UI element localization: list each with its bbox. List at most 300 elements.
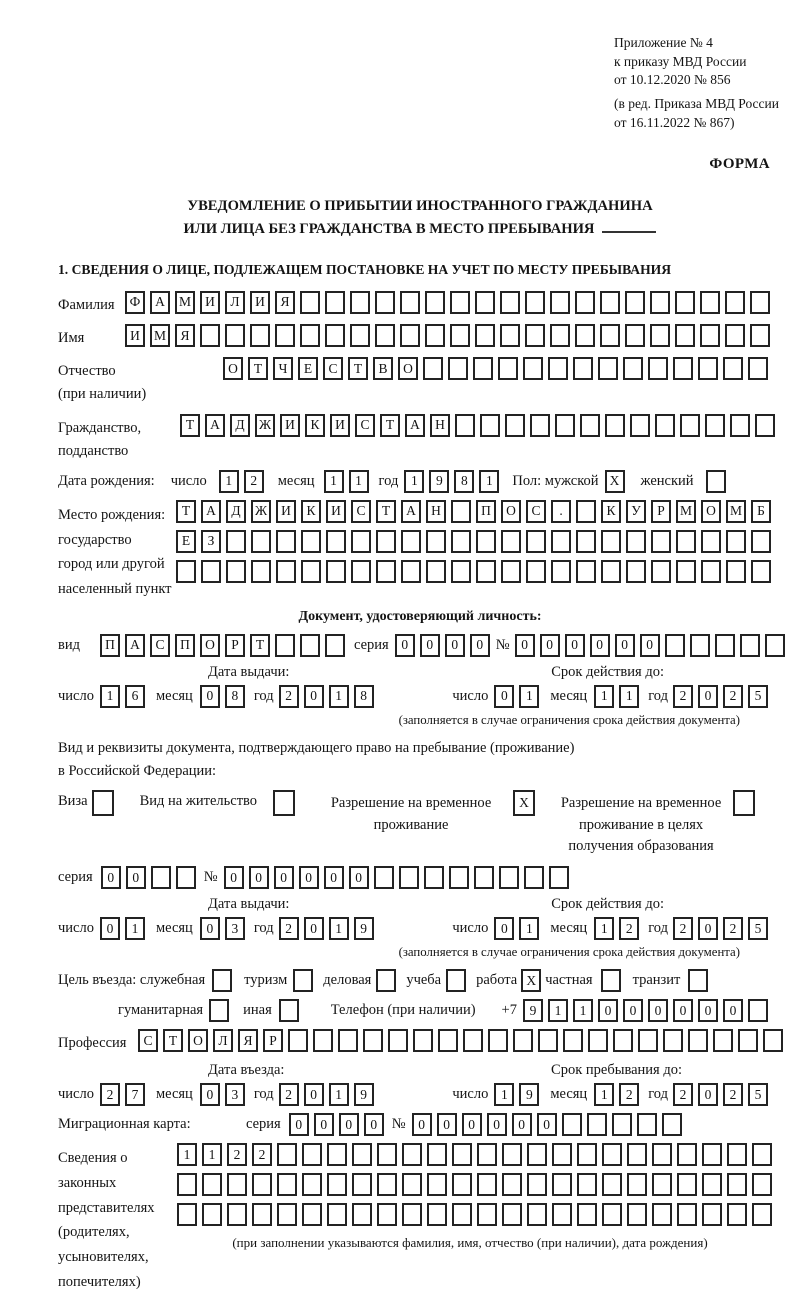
entry-day-cell[interactable]: 2: [100, 1083, 120, 1106]
guardians-cell[interactable]: 2: [227, 1143, 247, 1166]
doc-type-cell[interactable]: П: [175, 634, 195, 657]
guardians-cell[interactable]: [602, 1203, 622, 1226]
stay-year-cell[interactable]: 2: [673, 1083, 693, 1106]
phone-digit-cell[interactable]: 1: [573, 999, 593, 1022]
mig-number-cell[interactable]: 0: [462, 1113, 482, 1136]
lastname-cell[interactable]: [425, 291, 445, 314]
guardians-cell[interactable]: [227, 1173, 247, 1196]
guardians-cell[interactable]: [477, 1203, 497, 1226]
rvp-series-cell[interactable]: 0: [101, 866, 121, 889]
lastname-cell[interactable]: И: [250, 291, 270, 314]
doc-number-cell[interactable]: 0: [540, 634, 560, 657]
birthplace-cell[interactable]: [526, 560, 546, 583]
visa-checkbox[interactable]: [92, 790, 114, 816]
guardians-cell[interactable]: [752, 1203, 772, 1226]
guardians-cell[interactable]: 1: [202, 1143, 222, 1166]
citizenship-cell[interactable]: Ж: [255, 414, 275, 437]
guardians-cell[interactable]: [427, 1203, 447, 1226]
birthplace-cell[interactable]: [351, 560, 371, 583]
rvp-checkbox[interactable]: X: [513, 790, 535, 816]
guardians-cell[interactable]: [677, 1203, 697, 1226]
female-checkbox[interactable]: [706, 470, 726, 493]
entry-year-cell[interactable]: 1: [329, 1083, 349, 1106]
firstname-cell[interactable]: [225, 324, 245, 347]
birthplace-cell[interactable]: О: [501, 500, 521, 523]
guardians-cell[interactable]: [177, 1203, 197, 1226]
stay-day-cell[interactable]: 9: [519, 1083, 539, 1106]
profession-cell[interactable]: [288, 1029, 308, 1052]
rvp-issue-month-cell[interactable]: 3: [225, 917, 245, 940]
profession-cell[interactable]: [513, 1029, 533, 1052]
middlename-cell[interactable]: О: [398, 357, 418, 380]
doc-number-cell[interactable]: [715, 634, 735, 657]
guardians-cell[interactable]: [627, 1143, 647, 1166]
birthplace-cell[interactable]: [701, 530, 721, 553]
birthplace-cell[interactable]: [576, 530, 596, 553]
rvp-valid-day-cell[interactable]: 0: [494, 917, 514, 940]
birthplace-cell[interactable]: М: [726, 500, 746, 523]
rvp-number-cell[interactable]: 0: [349, 866, 369, 889]
rvp-number-cell[interactable]: [399, 866, 419, 889]
rvp-number-cell[interactable]: 0: [299, 866, 319, 889]
doc-valid-day-cell[interactable]: 1: [519, 685, 539, 708]
citizenship-cell[interactable]: [730, 414, 750, 437]
birthplace-cell[interactable]: [626, 560, 646, 583]
middlename-cell[interactable]: [523, 357, 543, 380]
middlename-cell[interactable]: [473, 357, 493, 380]
doc-issue-day-cell[interactable]: 1: [100, 685, 120, 708]
stay-year-cell[interactable]: 2: [723, 1083, 743, 1106]
birthplace-cell[interactable]: [501, 530, 521, 553]
doc-type-cell[interactable]: А: [125, 634, 145, 657]
birthplace-cell[interactable]: [601, 530, 621, 553]
rvp-series-cell[interactable]: 0: [126, 866, 146, 889]
birthplace-cell[interactable]: [501, 560, 521, 583]
doc-type-cell[interactable]: С: [150, 634, 170, 657]
rvp-edu-checkbox[interactable]: [733, 790, 755, 816]
doc-type-cell[interactable]: Р: [225, 634, 245, 657]
citizenship-cell[interactable]: И: [330, 414, 350, 437]
phone-digit-cell[interactable]: 0: [648, 999, 668, 1022]
citizenship-cell[interactable]: Н: [430, 414, 450, 437]
birthplace-cell[interactable]: [651, 560, 671, 583]
citizenship-cell[interactable]: [480, 414, 500, 437]
profession-cell[interactable]: [388, 1029, 408, 1052]
guardians-cell[interactable]: [627, 1173, 647, 1196]
middlename-cell[interactable]: [573, 357, 593, 380]
profession-cell[interactable]: [588, 1029, 608, 1052]
stay-day-cell[interactable]: 1: [494, 1083, 514, 1106]
guardians-cell[interactable]: [377, 1143, 397, 1166]
doc-issue-year-cell[interactable]: 1: [329, 685, 349, 708]
firstname-cell[interactable]: [325, 324, 345, 347]
guardians-cell[interactable]: [677, 1143, 697, 1166]
doc-series-cell[interactable]: 0: [445, 634, 465, 657]
guardians-cell[interactable]: [402, 1203, 422, 1226]
lastname-cell[interactable]: [300, 291, 320, 314]
birthplace-cell[interactable]: Ж: [251, 500, 271, 523]
phone-digit-cell[interactable]: 0: [673, 999, 693, 1022]
guardians-cell[interactable]: [677, 1173, 697, 1196]
firstname-cell[interactable]: [675, 324, 695, 347]
citizenship-cell[interactable]: [580, 414, 600, 437]
lastname-cell[interactable]: [500, 291, 520, 314]
birthplace-cell[interactable]: Р: [651, 500, 671, 523]
mig-number-cell[interactable]: [587, 1113, 607, 1136]
stay-year-cell[interactable]: 0: [698, 1083, 718, 1106]
official-checkbox[interactable]: [212, 969, 232, 992]
phone-digit-cell[interactable]: 1: [548, 999, 568, 1022]
lastname-cell[interactable]: [375, 291, 395, 314]
guardians-cell[interactable]: [752, 1143, 772, 1166]
doc-issue-year-cell[interactable]: 0: [304, 685, 324, 708]
guardians-cell[interactable]: [327, 1203, 347, 1226]
birthplace-cell[interactable]: [626, 530, 646, 553]
middlename-cell[interactable]: [448, 357, 468, 380]
birthplace-cell[interactable]: .: [551, 500, 571, 523]
birthplace-cell[interactable]: А: [401, 500, 421, 523]
lastname-cell[interactable]: [450, 291, 470, 314]
profession-cell[interactable]: [688, 1029, 708, 1052]
rvp-number-cell[interactable]: [474, 866, 494, 889]
birthplace-cell[interactable]: [401, 530, 421, 553]
doc-number-cell[interactable]: 0: [515, 634, 535, 657]
phone-digit-cell[interactable]: [748, 999, 768, 1022]
rvp-valid-year-cell[interactable]: 2: [673, 917, 693, 940]
guardians-cell[interactable]: [727, 1203, 747, 1226]
guardians-cell[interactable]: [627, 1203, 647, 1226]
lastname-cell[interactable]: [550, 291, 570, 314]
birthplace-cell[interactable]: [251, 560, 271, 583]
birth-year-cell[interactable]: 1: [404, 470, 424, 493]
firstname-cell[interactable]: [450, 324, 470, 347]
guardians-cell[interactable]: [427, 1173, 447, 1196]
firstname-cell[interactable]: [700, 324, 720, 347]
firstname-cell[interactable]: М: [150, 324, 170, 347]
doc-type-cell[interactable]: О: [200, 634, 220, 657]
lastname-cell[interactable]: [700, 291, 720, 314]
doc-valid-year-cell[interactable]: 2: [723, 685, 743, 708]
lastname-cell[interactable]: [725, 291, 745, 314]
lastname-cell[interactable]: Я: [275, 291, 295, 314]
mig-number-cell[interactable]: 0: [537, 1113, 557, 1136]
profession-cell[interactable]: С: [138, 1029, 158, 1052]
guardians-cell[interactable]: [327, 1143, 347, 1166]
birthplace-cell[interactable]: [526, 530, 546, 553]
doc-valid-day-cell[interactable]: 0: [494, 685, 514, 708]
birthplace-cell[interactable]: К: [301, 500, 321, 523]
birthplace-cell[interactable]: [376, 560, 396, 583]
middlename-cell[interactable]: [748, 357, 768, 380]
guardians-cell[interactable]: [252, 1203, 272, 1226]
guardians-cell[interactable]: [302, 1203, 322, 1226]
firstname-cell[interactable]: [425, 324, 445, 347]
doc-valid-month-cell[interactable]: 1: [619, 685, 639, 708]
citizenship-cell[interactable]: [655, 414, 675, 437]
guardians-cell[interactable]: [552, 1203, 572, 1226]
profession-cell[interactable]: [663, 1029, 683, 1052]
stay-month-cell[interactable]: 2: [619, 1083, 639, 1106]
rvp-issue-day-cell[interactable]: 1: [125, 917, 145, 940]
profession-cell[interactable]: [713, 1029, 733, 1052]
rvp-number-cell[interactable]: [424, 866, 444, 889]
citizenship-cell[interactable]: А: [205, 414, 225, 437]
rvp-issue-year-cell[interactable]: 2: [279, 917, 299, 940]
profession-cell[interactable]: [463, 1029, 483, 1052]
doc-valid-month-cell[interactable]: 1: [594, 685, 614, 708]
firstname-cell[interactable]: [475, 324, 495, 347]
lastname-cell[interactable]: [400, 291, 420, 314]
guardians-cell[interactable]: [202, 1173, 222, 1196]
guardians-cell[interactable]: [602, 1173, 622, 1196]
rvp-number-cell[interactable]: [449, 866, 469, 889]
rvp-series-cell[interactable]: [176, 866, 196, 889]
firstname-cell[interactable]: [350, 324, 370, 347]
birthplace-cell[interactable]: [601, 560, 621, 583]
profession-cell[interactable]: [763, 1029, 783, 1052]
guardians-cell[interactable]: [652, 1143, 672, 1166]
rvp-number-cell[interactable]: [374, 866, 394, 889]
birthplace-cell[interactable]: С: [526, 500, 546, 523]
phone-digit-cell[interactable]: 9: [523, 999, 543, 1022]
doc-issue-month-cell[interactable]: 8: [225, 685, 245, 708]
citizenship-cell[interactable]: И: [280, 414, 300, 437]
birthplace-cell[interactable]: [226, 530, 246, 553]
lastname-cell[interactable]: [600, 291, 620, 314]
guardians-cell[interactable]: [652, 1173, 672, 1196]
phone-digit-cell[interactable]: 0: [623, 999, 643, 1022]
guardians-cell[interactable]: [252, 1173, 272, 1196]
guardians-cell[interactable]: [177, 1173, 197, 1196]
doc-number-cell[interactable]: [690, 634, 710, 657]
firstname-cell[interactable]: И: [125, 324, 145, 347]
middlename-cell[interactable]: О: [223, 357, 243, 380]
rvp-number-cell[interactable]: 0: [249, 866, 269, 889]
birth-year-cell[interactable]: 8: [454, 470, 474, 493]
doc-type-cell[interactable]: [275, 634, 295, 657]
lastname-cell[interactable]: [525, 291, 545, 314]
birth-month-cell[interactable]: 1: [349, 470, 369, 493]
middlename-cell[interactable]: Т: [348, 357, 368, 380]
birthplace-cell[interactable]: С: [351, 500, 371, 523]
doc-issue-day-cell[interactable]: 6: [125, 685, 145, 708]
birthplace-cell[interactable]: [551, 530, 571, 553]
birth-year-cell[interactable]: 9: [429, 470, 449, 493]
birthplace-cell[interactable]: [651, 530, 671, 553]
mig-number-cell[interactable]: 0: [512, 1113, 532, 1136]
business-checkbox[interactable]: [376, 969, 396, 992]
citizenship-cell[interactable]: [680, 414, 700, 437]
doc-valid-year-cell[interactable]: 2: [673, 685, 693, 708]
birthplace-cell[interactable]: [326, 560, 346, 583]
profession-cell[interactable]: [413, 1029, 433, 1052]
birthplace-cell[interactable]: Д: [226, 500, 246, 523]
citizenship-cell[interactable]: [530, 414, 550, 437]
citizenship-cell[interactable]: [505, 414, 525, 437]
guardians-cell[interactable]: 2: [252, 1143, 272, 1166]
birth-year-cell[interactable]: 1: [479, 470, 499, 493]
birthplace-cell[interactable]: [226, 560, 246, 583]
firstname-cell[interactable]: [500, 324, 520, 347]
birthplace-cell[interactable]: [426, 560, 446, 583]
lastname-cell[interactable]: [750, 291, 770, 314]
guardians-cell[interactable]: [727, 1173, 747, 1196]
doc-number-cell[interactable]: 0: [565, 634, 585, 657]
lastname-cell[interactable]: Л: [225, 291, 245, 314]
middlename-cell[interactable]: [648, 357, 668, 380]
phone-digit-cell[interactable]: 0: [598, 999, 618, 1022]
rvp-series-cell[interactable]: [151, 866, 171, 889]
doc-series-cell[interactable]: 0: [395, 634, 415, 657]
birthplace-cell[interactable]: [251, 530, 271, 553]
birth-day-cell[interactable]: 2: [244, 470, 264, 493]
stay-month-cell[interactable]: 1: [594, 1083, 614, 1106]
middlename-cell[interactable]: Ч: [273, 357, 293, 380]
doc-number-cell[interactable]: [665, 634, 685, 657]
middlename-cell[interactable]: [548, 357, 568, 380]
guardians-cell[interactable]: [527, 1143, 547, 1166]
firstname-cell[interactable]: [575, 324, 595, 347]
mig-series-cell[interactable]: 0: [289, 1113, 309, 1136]
middlename-cell[interactable]: В: [373, 357, 393, 380]
lastname-cell[interactable]: М: [175, 291, 195, 314]
birthplace-cell[interactable]: И: [276, 500, 296, 523]
doc-type-cell[interactable]: [300, 634, 320, 657]
firstname-cell[interactable]: [200, 324, 220, 347]
guardians-cell[interactable]: [402, 1173, 422, 1196]
guardians-cell[interactable]: [527, 1203, 547, 1226]
entry-day-cell[interactable]: 7: [125, 1083, 145, 1106]
entry-year-cell[interactable]: 2: [279, 1083, 299, 1106]
rvp-issue-year-cell[interactable]: 0: [304, 917, 324, 940]
firstname-cell[interactable]: [400, 324, 420, 347]
firstname-cell[interactable]: [250, 324, 270, 347]
guardians-cell[interactable]: [552, 1173, 572, 1196]
guardians-cell[interactable]: [502, 1203, 522, 1226]
guardians-cell[interactable]: [377, 1173, 397, 1196]
birthplace-cell[interactable]: [476, 530, 496, 553]
middlename-cell[interactable]: [623, 357, 643, 380]
entry-year-cell[interactable]: 9: [354, 1083, 374, 1106]
doc-type-cell[interactable]: П: [100, 634, 120, 657]
birthplace-cell[interactable]: [426, 530, 446, 553]
mig-series-cell[interactable]: 0: [314, 1113, 334, 1136]
guardians-cell[interactable]: [577, 1173, 597, 1196]
middlename-cell[interactable]: [598, 357, 618, 380]
profession-cell[interactable]: О: [188, 1029, 208, 1052]
citizenship-cell[interactable]: [555, 414, 575, 437]
lastname-cell[interactable]: [325, 291, 345, 314]
private-checkbox[interactable]: [601, 969, 621, 992]
guardians-cell[interactable]: [502, 1173, 522, 1196]
profession-cell[interactable]: [638, 1029, 658, 1052]
birthplace-cell[interactable]: Е: [176, 530, 196, 553]
birthplace-cell[interactable]: [201, 560, 221, 583]
firstname-cell[interactable]: [300, 324, 320, 347]
birthplace-cell[interactable]: Т: [176, 500, 196, 523]
guardians-cell[interactable]: [452, 1143, 472, 1166]
guardians-cell[interactable]: [377, 1203, 397, 1226]
birthplace-cell[interactable]: [551, 560, 571, 583]
birthplace-cell[interactable]: П: [476, 500, 496, 523]
citizenship-cell[interactable]: Т: [180, 414, 200, 437]
firstname-cell[interactable]: [275, 324, 295, 347]
birthplace-cell[interactable]: Б: [751, 500, 771, 523]
birthplace-cell[interactable]: [726, 530, 746, 553]
guardians-cell[interactable]: [602, 1143, 622, 1166]
citizenship-cell[interactable]: Д: [230, 414, 250, 437]
birthplace-cell[interactable]: [476, 560, 496, 583]
birthplace-cell[interactable]: [576, 500, 596, 523]
profession-cell[interactable]: [538, 1029, 558, 1052]
mig-number-cell[interactable]: 0: [437, 1113, 457, 1136]
middlename-cell[interactable]: Е: [298, 357, 318, 380]
birthplace-cell[interactable]: [401, 560, 421, 583]
guardians-cell[interactable]: [302, 1173, 322, 1196]
mig-number-cell[interactable]: [637, 1113, 657, 1136]
guardians-cell[interactable]: [327, 1173, 347, 1196]
birthplace-cell[interactable]: [701, 560, 721, 583]
guardians-cell[interactable]: [452, 1173, 472, 1196]
guardians-cell[interactable]: [702, 1143, 722, 1166]
guardians-cell[interactable]: [552, 1143, 572, 1166]
rvp-number-cell[interactable]: [499, 866, 519, 889]
middlename-cell[interactable]: [423, 357, 443, 380]
guardians-cell[interactable]: [452, 1203, 472, 1226]
birthplace-cell[interactable]: [676, 560, 696, 583]
doc-issue-month-cell[interactable]: 0: [200, 685, 220, 708]
guardians-cell[interactable]: [402, 1143, 422, 1166]
firstname-cell[interactable]: Я: [175, 324, 195, 347]
phone-digit-cell[interactable]: 0: [723, 999, 743, 1022]
rvp-issue-month-cell[interactable]: 0: [200, 917, 220, 940]
profession-cell[interactable]: [438, 1029, 458, 1052]
profession-cell[interactable]: [338, 1029, 358, 1052]
lastname-cell[interactable]: И: [200, 291, 220, 314]
middlename-cell[interactable]: [498, 357, 518, 380]
middlename-cell[interactable]: [723, 357, 743, 380]
birthplace-cell[interactable]: [451, 560, 471, 583]
profession-cell[interactable]: [363, 1029, 383, 1052]
birthplace-cell[interactable]: К: [601, 500, 621, 523]
guardians-cell[interactable]: [227, 1203, 247, 1226]
birthplace-cell[interactable]: М: [676, 500, 696, 523]
entry-month-cell[interactable]: 3: [225, 1083, 245, 1106]
birthplace-cell[interactable]: [451, 500, 471, 523]
citizenship-cell[interactable]: К: [305, 414, 325, 437]
stay-year-cell[interactable]: 5: [748, 1083, 768, 1106]
doc-number-cell[interactable]: [740, 634, 760, 657]
firstname-cell[interactable]: [625, 324, 645, 347]
mig-number-cell[interactable]: [612, 1113, 632, 1136]
birthplace-cell[interactable]: У: [626, 500, 646, 523]
birth-month-cell[interactable]: 1: [324, 470, 344, 493]
doc-number-cell[interactable]: 0: [590, 634, 610, 657]
mig-series-cell[interactable]: 0: [364, 1113, 384, 1136]
lastname-cell[interactable]: А: [150, 291, 170, 314]
birthplace-cell[interactable]: [576, 560, 596, 583]
firstname-cell[interactable]: [725, 324, 745, 347]
other-purpose-checkbox[interactable]: [279, 999, 299, 1022]
citizenship-cell[interactable]: [455, 414, 475, 437]
birthplace-cell[interactable]: [751, 530, 771, 553]
firstname-cell[interactable]: [550, 324, 570, 347]
study-checkbox[interactable]: [446, 969, 466, 992]
guardians-cell[interactable]: [277, 1143, 297, 1166]
citizenship-cell[interactable]: С: [355, 414, 375, 437]
rvp-number-cell[interactable]: [549, 866, 569, 889]
guardians-cell[interactable]: [702, 1203, 722, 1226]
